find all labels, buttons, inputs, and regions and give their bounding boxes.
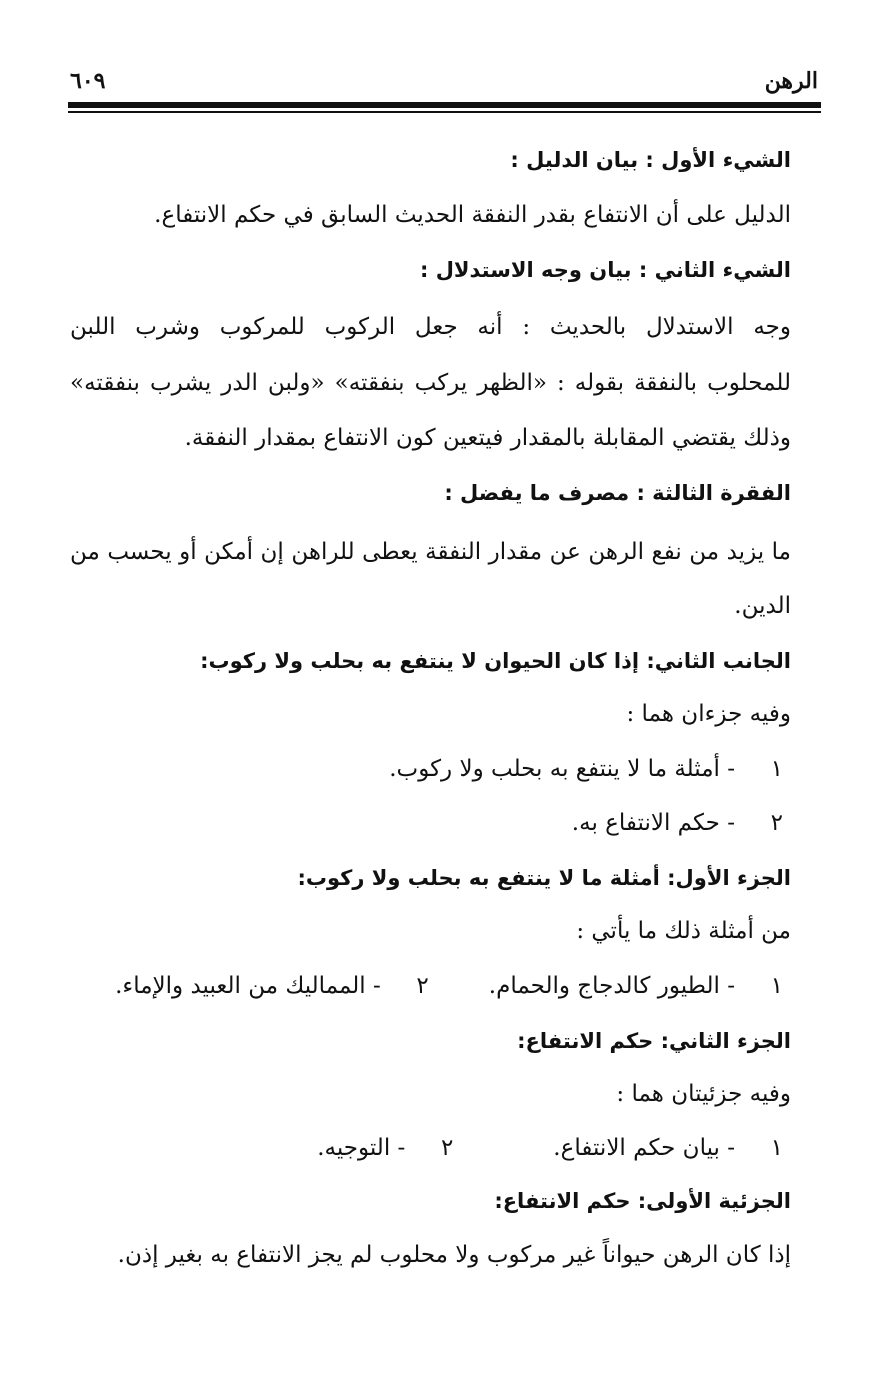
paragraph-evidence: الدليل على أن الانتفاع بقدر النفقة الحديث السابق في حكم الانتفاع. — [154, 202, 791, 228]
heading-inference: الشيء الثاني : بيان وجه الاستدلال : — [419, 258, 791, 282]
paragraph-two-parts: وفيه جزءان هما : — [626, 701, 791, 727]
list-item — [70, 806, 783, 840]
heading-first-subpart: الجزئية الأولى: حكم الانتفاع: — [494, 1189, 791, 1213]
list-item-number: ٢ — [440, 1135, 454, 1161]
paragraph-inference-line-1: وجه الاستدلال بالحديث : أنه جعل الركوب للمركوب وشرب اللبن — [70, 314, 791, 340]
header-rule-thin — [68, 111, 821, 113]
list-item-text: - التوجيه. — [317, 1135, 406, 1161]
list-item-number: ٢ — [416, 973, 429, 999]
paragraph-two-subparts: وفيه جزئيتان هما : — [616, 1081, 791, 1107]
page-number: ٦٠٩ — [70, 68, 106, 94]
paragraph-surplus-line-1: ما يزيد من نفع الرهن عن مقدار النفقة يعطى للراهن إن أمكن أو يحسب من — [70, 539, 791, 565]
heading-evidence: الشيء الأول : بيان الدليل : — [510, 148, 791, 172]
header-rule-thick — [68, 102, 821, 108]
list-item-text: - المماليك من العبيد والإماء. — [115, 973, 381, 999]
list-item-text: - الطيور كالدجاج والحمام. — [488, 973, 735, 999]
heading-part-one: الجزء الأول: أمثلة ما لا ينتفع به بحلب ولا ركوب: — [297, 866, 791, 890]
list-item-number: ١ — [770, 1135, 783, 1161]
list-item — [70, 752, 783, 786]
paragraph-ruling: إذا كان الرهن حيواناً غير مركوب ولا محلوب لم يجز الانتفاع به بغير إذن. — [117, 1242, 791, 1268]
paragraph-inference-line-2: للمحلوب بالنفقة بقوله : «الظهر يركب بنفقته» «ولبن الدر يشرب بنفقته» — [70, 370, 791, 396]
paragraph-examples: من أمثلة ذلك ما يأتي : — [576, 918, 791, 944]
list-item — [70, 969, 783, 1003]
paragraph-inference-line-3: وذلك يقتضي المقابلة بالمقدار فيتعين كون الانتفاع بمقدار النفقة. — [184, 425, 791, 451]
list-item-text: - بيان حكم الانتفاع. — [553, 1135, 735, 1161]
heading-surplus: الفقرة الثالثة : مصرف ما يفضل : — [444, 481, 791, 505]
heading-second-aspect: الجانب الثاني: إذا كان الحيوان لا ينتفع به بحلب ولا ركوب: — [200, 649, 791, 673]
list-item-number: ١ — [770, 973, 783, 999]
list-item-number: ٢ — [770, 810, 783, 836]
list-item-number: ١ — [770, 756, 783, 782]
list-item-text: - حكم الانتفاع به. — [571, 810, 735, 836]
list-item-text: - أمثلة ما لا ينتفع به بحلب ولا ركوب. — [389, 756, 735, 782]
heading-part-two: الجزء الثاني: حكم الانتفاع: — [517, 1029, 791, 1053]
header-title: الرهن — [764, 68, 818, 94]
list-item — [70, 1131, 783, 1165]
paragraph-surplus-line-2: الدين. — [734, 593, 791, 619]
